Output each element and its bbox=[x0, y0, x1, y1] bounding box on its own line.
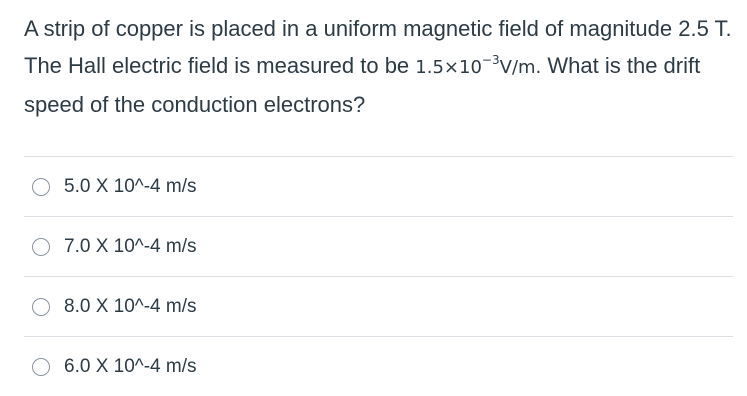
answer-option-3[interactable] bbox=[24, 276, 733, 336]
answer-option-2[interactable] bbox=[24, 216, 733, 276]
answer-label: 8.0 X 10^-4 m/s bbox=[64, 295, 197, 317]
answer-option-4[interactable] bbox=[24, 336, 733, 396]
formula-base: 1.5×10 bbox=[415, 57, 482, 78]
answer-option-1[interactable] bbox=[24, 156, 733, 216]
question-text bbox=[24, 10, 740, 123]
formula-exponent: −3 bbox=[481, 53, 500, 67]
question-text-after: What is the drift speed of the conduction electrons? bbox=[24, 53, 701, 117]
answer-list bbox=[24, 156, 733, 396]
answer-label: 7.0 X 10^-4 m/s bbox=[64, 235, 197, 257]
answer-label: 5.0 X 10^-4 m/s bbox=[64, 175, 197, 197]
radio-button-icon[interactable] bbox=[32, 238, 50, 256]
formula-unit: V/m bbox=[499, 57, 536, 78]
hall-field-formula bbox=[415, 53, 542, 78]
question-text-before: A strip of copper is placed in a uniform magnetic field of magnitude 2.5 T. The Hall electric field is measured to be bbox=[24, 16, 732, 78]
formula-period: . bbox=[535, 57, 542, 78]
answer-label: 6.0 X 10^-4 m/s bbox=[64, 355, 197, 377]
radio-button-icon[interactable] bbox=[32, 358, 50, 376]
radio-button-icon[interactable] bbox=[32, 298, 50, 316]
radio-button-icon[interactable] bbox=[32, 178, 50, 196]
